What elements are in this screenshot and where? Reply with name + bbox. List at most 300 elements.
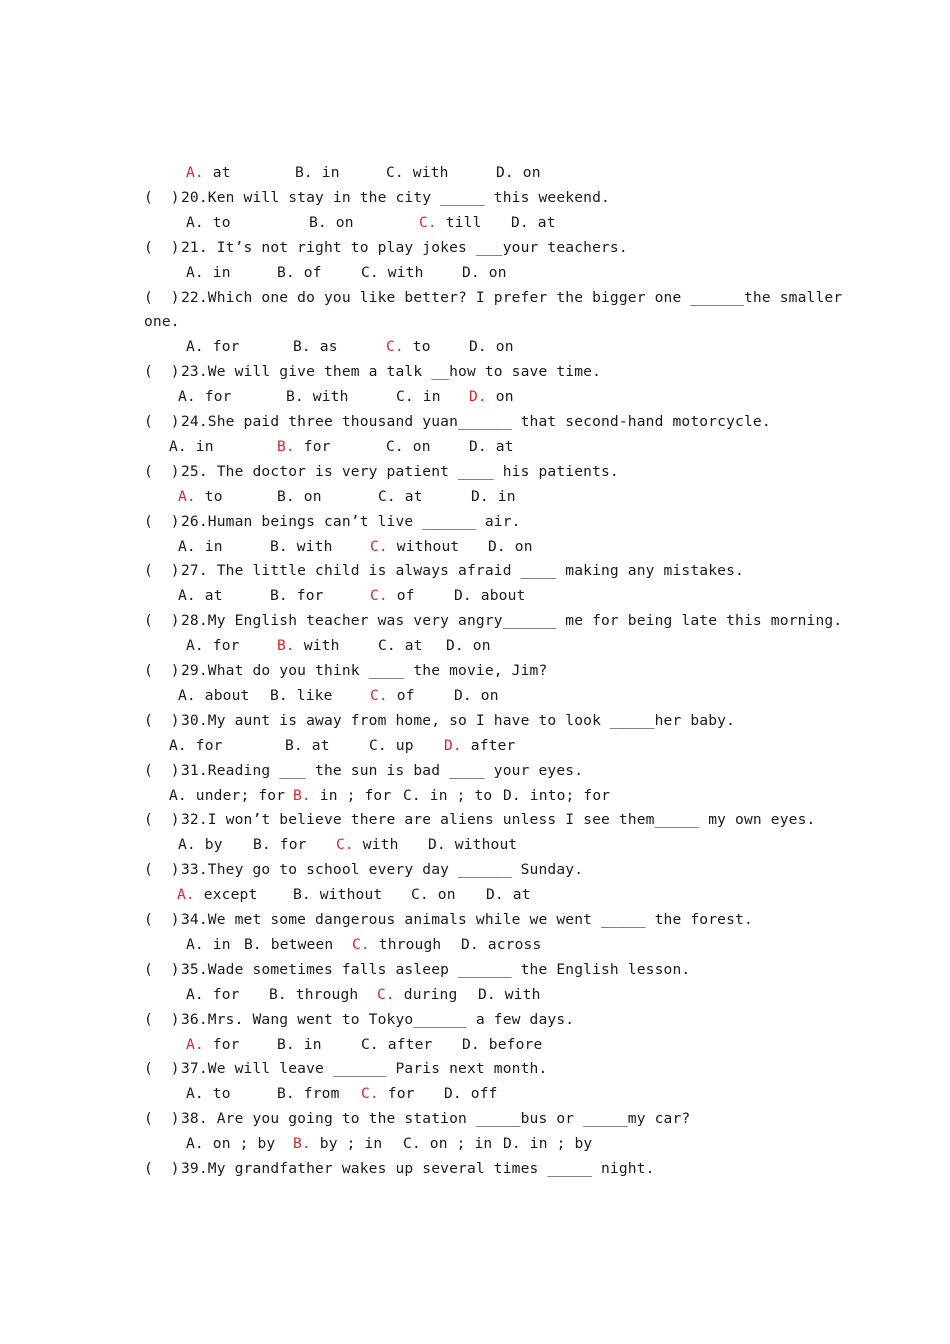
option-c <box>352 936 441 954</box>
option-letter: B. <box>285 736 303 754</box>
option-d <box>469 438 514 456</box>
option-text: with <box>495 985 541 1003</box>
option-text: of <box>387 686 415 704</box>
option-letter: B. <box>270 587 288 605</box>
option-letter: D. <box>462 1035 480 1053</box>
option-text: in <box>488 487 516 505</box>
option-a <box>186 637 240 655</box>
option-d <box>496 164 541 182</box>
answer-option-letter: A. <box>177 886 195 904</box>
answer-blank-parens: ( ) <box>144 861 180 879</box>
question-text: 30.My aunt is away from home, so I have to look _____her baby. <box>181 711 736 729</box>
option-b <box>270 538 333 556</box>
option-c <box>378 488 423 506</box>
question-text: 39.My grandfather wakes up several times _____ night. <box>181 1160 655 1177</box>
option-c <box>369 737 414 755</box>
option-letter: D. <box>428 836 446 854</box>
answer-option-letter: C. <box>419 213 437 231</box>
option-letter: C. <box>396 388 414 406</box>
option-a <box>186 1036 240 1054</box>
option-text: with <box>294 637 340 655</box>
option-d <box>478 986 541 1004</box>
answer-option-letter: D. <box>444 736 462 754</box>
answer-option-letter: B. <box>293 786 311 804</box>
option-c <box>386 164 449 182</box>
answer-option-letter: C. <box>336 836 354 854</box>
option-text: with <box>303 388 349 406</box>
option-text: at <box>395 637 423 655</box>
answer-blank-parens: ( ) <box>144 1160 180 1177</box>
option-text: for <box>203 338 240 356</box>
answer-blank-parens: ( ) <box>144 911 180 928</box>
option-letter: D. <box>469 437 487 455</box>
option-c <box>370 538 459 556</box>
option-letter: C. <box>386 437 404 455</box>
option-d <box>469 388 514 406</box>
answer-option-letter: A. <box>178 487 196 505</box>
option-text: at <box>395 487 423 505</box>
option-d <box>488 538 533 556</box>
answer-blank-parens: ( ) <box>144 1110 180 1128</box>
question-text: 28.My English teacher was very angry______ me for being late this morning. <box>181 612 843 630</box>
option-text: with <box>378 263 424 281</box>
option-letter: A. <box>169 736 187 754</box>
option-letter: D. <box>454 587 472 605</box>
option-d <box>462 264 507 282</box>
option-letter: A. <box>186 1085 204 1103</box>
option-letter: A. <box>178 587 196 605</box>
question-text: 24.She paid three thousand yuan______ that second-hand motorcycle. <box>181 413 771 430</box>
option-d <box>428 836 517 854</box>
option-b <box>293 787 391 805</box>
option-letter: B. <box>269 985 287 1003</box>
option-text: between <box>261 935 334 953</box>
option-letter: A. <box>178 686 196 704</box>
option-text: in <box>203 935 231 953</box>
option-c <box>336 836 399 854</box>
option-text: for <box>270 836 307 854</box>
option-text: through <box>286 985 359 1003</box>
option-text: on <box>463 637 491 655</box>
option-text: on <box>294 487 322 505</box>
option-letter: C. <box>361 1035 379 1053</box>
question-text: 35.Wade sometimes falls asleep ______ the English lesson. <box>181 960 691 978</box>
answer-option-letter: C. <box>377 985 395 1003</box>
option-letter: A. <box>186 338 204 356</box>
option-text: after <box>461 736 516 754</box>
option-letter: D. <box>496 164 514 181</box>
option-text: in ; by <box>520 1135 593 1153</box>
option-c <box>361 1036 433 1054</box>
option-text: before <box>479 1035 543 1053</box>
question-line <box>144 612 842 630</box>
question-text: 31.Reading ___ the sun is bad ____ your eyes. <box>181 761 584 779</box>
option-letter: B. <box>277 263 295 281</box>
option-letter: D. <box>462 263 480 281</box>
option-text: in <box>186 437 214 455</box>
question-line <box>144 239 628 257</box>
question-line <box>144 463 619 481</box>
option-c <box>370 687 415 705</box>
answer-blank-parens: ( ) <box>144 512 180 530</box>
question-text: 27. The little child is always afraid ____ making any mistakes. <box>181 562 744 580</box>
option-text: to <box>403 338 431 356</box>
answer-blank-parens: ( ) <box>144 1060 180 1078</box>
option-text: up <box>386 736 414 754</box>
option-text: at <box>486 437 514 455</box>
option-a <box>186 1085 231 1103</box>
option-text: like <box>287 686 333 704</box>
option-text: in <box>195 537 223 555</box>
question-line <box>144 662 547 680</box>
answer-option-letter: B. <box>277 637 295 655</box>
option-c <box>377 986 457 1004</box>
option-a <box>178 687 250 705</box>
option-text: at <box>195 587 223 605</box>
option-b <box>253 836 307 854</box>
option-text: in ; to <box>420 786 493 804</box>
option-b <box>293 338 338 356</box>
option-a <box>169 438 214 456</box>
option-text: on <box>326 213 354 231</box>
option-a <box>169 787 285 805</box>
question-text: 20.Ken will stay in the city _____ this weekend. <box>181 188 610 206</box>
option-c <box>378 637 423 655</box>
option-b <box>244 936 333 954</box>
option-letter: B. <box>309 213 327 231</box>
option-text: without <box>445 836 518 854</box>
answer-option-letter: C. <box>386 338 404 356</box>
option-a <box>186 338 240 356</box>
answer-option-letter: C. <box>370 587 388 605</box>
option-text: in <box>413 388 441 406</box>
option-a <box>186 1135 275 1153</box>
option-d <box>462 1036 542 1054</box>
option-d <box>461 936 541 954</box>
option-letter: A. <box>178 836 196 854</box>
option-letter: D. <box>478 985 496 1003</box>
question-line <box>144 413 771 431</box>
option-letter: C. <box>411 886 429 904</box>
option-letter: B. <box>277 1035 295 1053</box>
option-d <box>469 338 514 356</box>
option-letter: D. <box>503 786 521 804</box>
answer-option-letter: A. <box>186 1035 204 1053</box>
question-text: 38. Are you going to the station _____bus or _____my car? <box>181 1110 691 1128</box>
question-text: 34.We met some dangerous animals while we went _____ the forest. <box>181 911 753 928</box>
answer-option-letter: A. <box>186 164 204 181</box>
option-text: about <box>195 686 250 704</box>
option-text: with <box>353 836 399 854</box>
option-text: to <box>203 1085 231 1103</box>
option-letter: D. <box>511 213 529 231</box>
option-text: with <box>403 164 449 181</box>
option-text: on <box>513 164 541 181</box>
option-text: after <box>378 1035 433 1053</box>
question-line <box>144 363 601 381</box>
option-b <box>270 687 333 705</box>
option-letter: A. <box>186 985 204 1003</box>
option-a <box>178 836 223 854</box>
option-c <box>411 886 456 904</box>
answer-blank-parens: ( ) <box>144 612 180 630</box>
option-c <box>361 1085 415 1103</box>
option-text: for <box>203 637 240 655</box>
option-d <box>486 886 531 904</box>
option-letter: B. <box>270 537 288 555</box>
option-text: off <box>461 1085 498 1103</box>
option-d <box>454 687 499 705</box>
option-c <box>396 388 441 406</box>
option-text: on ; in <box>420 1135 493 1153</box>
option-c <box>361 264 424 282</box>
option-letter: B. <box>270 686 288 704</box>
option-text: from <box>294 1085 340 1103</box>
option-text: on ; by <box>203 1135 276 1153</box>
option-text: to <box>203 213 231 231</box>
option-b <box>270 587 324 605</box>
option-letter: C. <box>361 263 379 281</box>
option-letter: B. <box>293 338 311 356</box>
option-d <box>503 1135 592 1153</box>
option-c <box>403 787 492 805</box>
question-line <box>144 811 815 829</box>
option-a <box>186 986 240 1004</box>
option-b <box>293 1135 382 1153</box>
option-text: across <box>478 935 542 953</box>
option-letter: A. <box>178 388 196 406</box>
option-text: for <box>186 736 223 754</box>
option-b <box>277 438 331 456</box>
option-a <box>186 214 231 232</box>
option-d <box>511 214 556 232</box>
answer-option-letter: B. <box>277 437 295 455</box>
answer-blank-parens: ( ) <box>144 1010 180 1028</box>
option-text: for <box>203 985 240 1003</box>
question-text: 33.They go to school every day ______ Sunday. <box>181 861 584 879</box>
option-d <box>444 1085 498 1103</box>
option-letter: C. <box>403 786 421 804</box>
question-text: 32.I won’t believe there are aliens unless I see them_____ my own eyes. <box>181 811 816 829</box>
answer-option-letter: C. <box>370 537 388 555</box>
option-b <box>277 1036 322 1054</box>
option-d <box>454 587 526 605</box>
question-line <box>144 189 610 207</box>
question-continuation: one. <box>144 313 180 331</box>
answer-option-letter: D. <box>469 388 487 406</box>
answer-blank-parens: ( ) <box>144 363 180 381</box>
option-letter: C. <box>403 1135 421 1153</box>
option-text: in <box>203 263 231 281</box>
option-letter: B. <box>295 164 313 181</box>
option-a <box>186 264 231 282</box>
option-text: in <box>294 1035 322 1053</box>
answer-blank-parens: ( ) <box>144 562 180 580</box>
answer-blank-parens: ( ) <box>144 188 180 206</box>
option-letter: B. <box>244 935 262 953</box>
answer-blank-parens: ( ) <box>144 413 180 430</box>
option-text: on <box>486 388 514 406</box>
option-letter: B. <box>277 487 295 505</box>
option-letter: D. <box>488 537 506 555</box>
option-text: in <box>312 164 340 181</box>
question-line <box>144 861 583 879</box>
option-b <box>277 264 322 282</box>
question-line <box>144 1011 574 1029</box>
option-letter: A. <box>186 1135 204 1153</box>
option-letter: D. <box>471 487 489 505</box>
option-a <box>178 587 223 605</box>
option-a <box>178 488 223 506</box>
option-letter: C. <box>386 164 404 181</box>
question-line <box>144 1060 547 1078</box>
option-letter: D. <box>486 886 504 904</box>
option-text: by ; in <box>310 1135 383 1153</box>
option-c <box>386 338 431 356</box>
option-text: to <box>195 487 223 505</box>
answer-blank-parens: ( ) <box>144 288 180 306</box>
option-text: without <box>310 886 383 904</box>
option-letter: D. <box>461 935 479 953</box>
question-text: 29.What do you think ____ the movie, Jim? <box>181 662 548 679</box>
option-text: of <box>294 263 322 281</box>
question-text: 37.We will leave ______ Paris next month. <box>181 1060 548 1078</box>
question-line <box>144 1160 655 1178</box>
question-text: 22.Which one do you like better? I prefer the bigger one ______the smaller <box>181 288 843 306</box>
option-letter: B. <box>277 1085 295 1103</box>
option-letter: A. <box>186 935 204 953</box>
option-d <box>444 737 516 755</box>
option-letter: C. <box>378 487 396 505</box>
option-d <box>503 787 610 805</box>
option-text: till <box>436 213 482 231</box>
question-line <box>144 1110 690 1128</box>
option-text: by <box>195 836 223 854</box>
option-letter: D. <box>444 1085 462 1103</box>
option-b <box>269 986 358 1004</box>
answer-option-letter: B. <box>293 1135 311 1153</box>
option-text: at <box>302 736 330 754</box>
option-letter: C. <box>378 637 396 655</box>
option-a <box>177 886 257 904</box>
option-d <box>446 637 491 655</box>
option-letter: D. <box>469 338 487 356</box>
option-text: on <box>403 437 431 455</box>
option-letter: B. <box>253 836 271 854</box>
option-c <box>370 587 415 605</box>
answer-blank-parens: ( ) <box>144 711 180 729</box>
option-letter: B. <box>293 886 311 904</box>
question-text: 25. The doctor is very patient ____ his patients. <box>181 462 619 480</box>
option-letter: B. <box>286 388 304 406</box>
question-text: 36.Mrs. Wang went to Tokyo______ a few days. <box>181 1010 575 1028</box>
option-text: at <box>203 164 231 181</box>
option-b <box>285 737 330 755</box>
option-text: for <box>294 437 331 455</box>
option-text: on <box>428 886 456 904</box>
option-letter: A. <box>186 263 204 281</box>
option-letter: D. <box>503 1135 521 1153</box>
option-b <box>277 637 340 655</box>
option-text: on <box>471 686 499 704</box>
option-letter: A. <box>178 537 196 555</box>
answer-blank-parens: ( ) <box>144 462 180 480</box>
question-text: 23.We will give them a talk __how to save time. <box>181 363 602 381</box>
option-text: under; for <box>186 786 286 804</box>
option-b <box>293 886 382 904</box>
option-a <box>178 538 223 556</box>
question-line <box>144 562 744 580</box>
option-text: as <box>310 338 338 356</box>
option-c <box>403 1135 492 1153</box>
question-line <box>144 289 842 307</box>
option-c <box>419 214 482 232</box>
option-b <box>277 488 322 506</box>
option-a <box>178 388 232 406</box>
option-b <box>309 214 354 232</box>
answer-blank-parens: ( ) <box>144 662 180 679</box>
option-letter: A. <box>169 437 187 455</box>
option-a <box>186 164 231 182</box>
option-text: into; for <box>520 786 611 804</box>
answer-option-letter: C. <box>370 686 388 704</box>
option-text: at <box>503 886 531 904</box>
question-text: 21. It’s not right to play jokes ___your teachers. <box>181 238 628 256</box>
option-text: with <box>287 537 333 555</box>
option-text: about <box>471 587 526 605</box>
question-line <box>144 961 690 979</box>
option-text: during <box>394 985 458 1003</box>
answer-option-letter: C. <box>361 1085 379 1103</box>
option-letter: C. <box>369 736 387 754</box>
question-line <box>144 712 735 730</box>
option-text: for <box>287 587 324 605</box>
option-text: through <box>369 935 442 953</box>
option-text: at <box>528 213 556 231</box>
option-text: in ; for <box>310 786 392 804</box>
option-text: for <box>378 1085 415 1103</box>
option-text: on <box>479 263 507 281</box>
option-letter: D. <box>446 637 464 655</box>
option-text: except <box>194 886 258 904</box>
option-text: of <box>387 587 415 605</box>
option-b <box>286 388 349 406</box>
option-letter: A. <box>186 213 204 231</box>
option-d <box>471 488 516 506</box>
question-text: 26.Human beings can’t live ______ air. <box>181 512 521 530</box>
option-text: without <box>387 537 460 555</box>
option-b <box>277 1085 340 1103</box>
answer-blank-parens: ( ) <box>144 960 180 978</box>
option-b <box>295 164 340 182</box>
option-letter: A. <box>186 637 204 655</box>
option-a <box>169 737 223 755</box>
answer-option-letter: C. <box>352 935 370 953</box>
option-c <box>386 438 431 456</box>
option-text: on <box>505 537 533 555</box>
option-letter: A. <box>169 786 187 804</box>
option-a <box>186 936 231 954</box>
option-letter: D. <box>454 686 472 704</box>
answer-blank-parens: ( ) <box>144 811 180 829</box>
option-text: for <box>195 388 232 406</box>
option-text: for <box>203 1035 240 1053</box>
answer-blank-parens: ( ) <box>144 761 180 779</box>
question-line <box>144 911 753 929</box>
answer-blank-parens: ( ) <box>144 238 180 256</box>
question-line <box>144 513 521 531</box>
option-text: on <box>486 338 514 356</box>
